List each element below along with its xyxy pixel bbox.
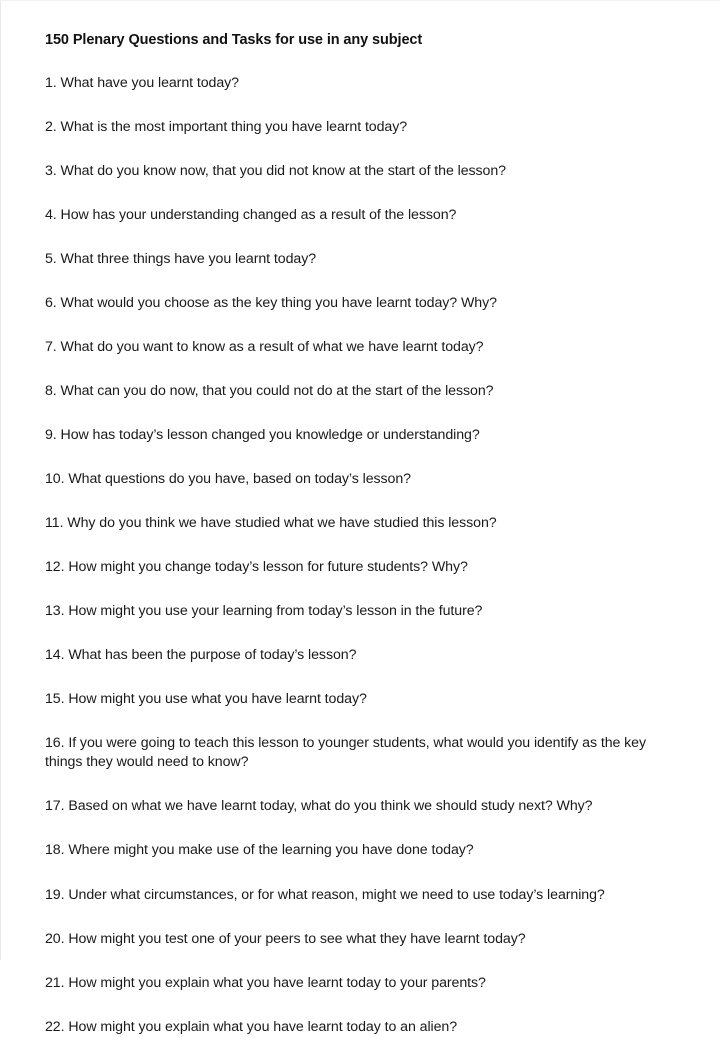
question-item: 20. How might you test one of your peers to see what they have learnt today?: [45, 930, 526, 947]
question-item: 6. What would you choose as the key thing you have learnt today? Why?: [45, 294, 497, 311]
question-item: 18. Where might you make use of the learning you have done today?: [45, 842, 474, 859]
question-item: 14. What has been the purpose of today’s lesson?: [45, 647, 357, 664]
question-item: 5. What three things have you learnt today?: [45, 250, 317, 267]
question-item: 2. What is the most important thing you have learnt today?: [45, 118, 408, 135]
question-item: 3. What do you know now, that you did not know at the start of the lesson?: [45, 162, 506, 179]
question-item: 9. How has today’s lesson changed you knowledge or understanding?: [45, 427, 480, 444]
question-item: 4. How has your understanding changed as a result of the lesson?: [45, 206, 457, 223]
question-item: 11. Why do you think we have studied what we have studied this lesson?: [45, 515, 497, 532]
question-item: 21. How might you explain what you have learnt today to your parents?: [45, 974, 486, 991]
question-item: 1. What have you learnt today?: [45, 74, 239, 91]
question-item: 16. If you were going to teach this lesson to younger students, what would you identify as the key things they would need to know?: [45, 735, 647, 771]
question-item: 7. What do you want to know as a result of what we have learnt today?: [45, 338, 484, 355]
question-list: [45, 74, 666, 1037]
question-item: 19. Under what circumstances, or for what reason, might we need to use today’s learning?: [45, 886, 605, 903]
page-title: 150 Plenary Questions and Tasks for use in any subject: [45, 32, 423, 48]
question-item: 10. What questions do you have, based on today’s lesson?: [45, 471, 411, 488]
question-item: 13. How might you use your learning from today’s lesson in the future?: [45, 603, 483, 620]
question-item: 12. How might you change today’s lesson for future students? Why?: [45, 559, 468, 576]
question-item: 17. Based on what we have learnt today, what do you think we should study next? Why?: [45, 798, 593, 815]
question-item: 8. What can you do now, that you could not do at the start of the lesson?: [45, 382, 494, 399]
question-item: 22. How might you explain what you have learnt today to an alien?: [45, 1018, 458, 1035]
question-item: 15. How might you use what you have learnt today?: [45, 691, 367, 708]
